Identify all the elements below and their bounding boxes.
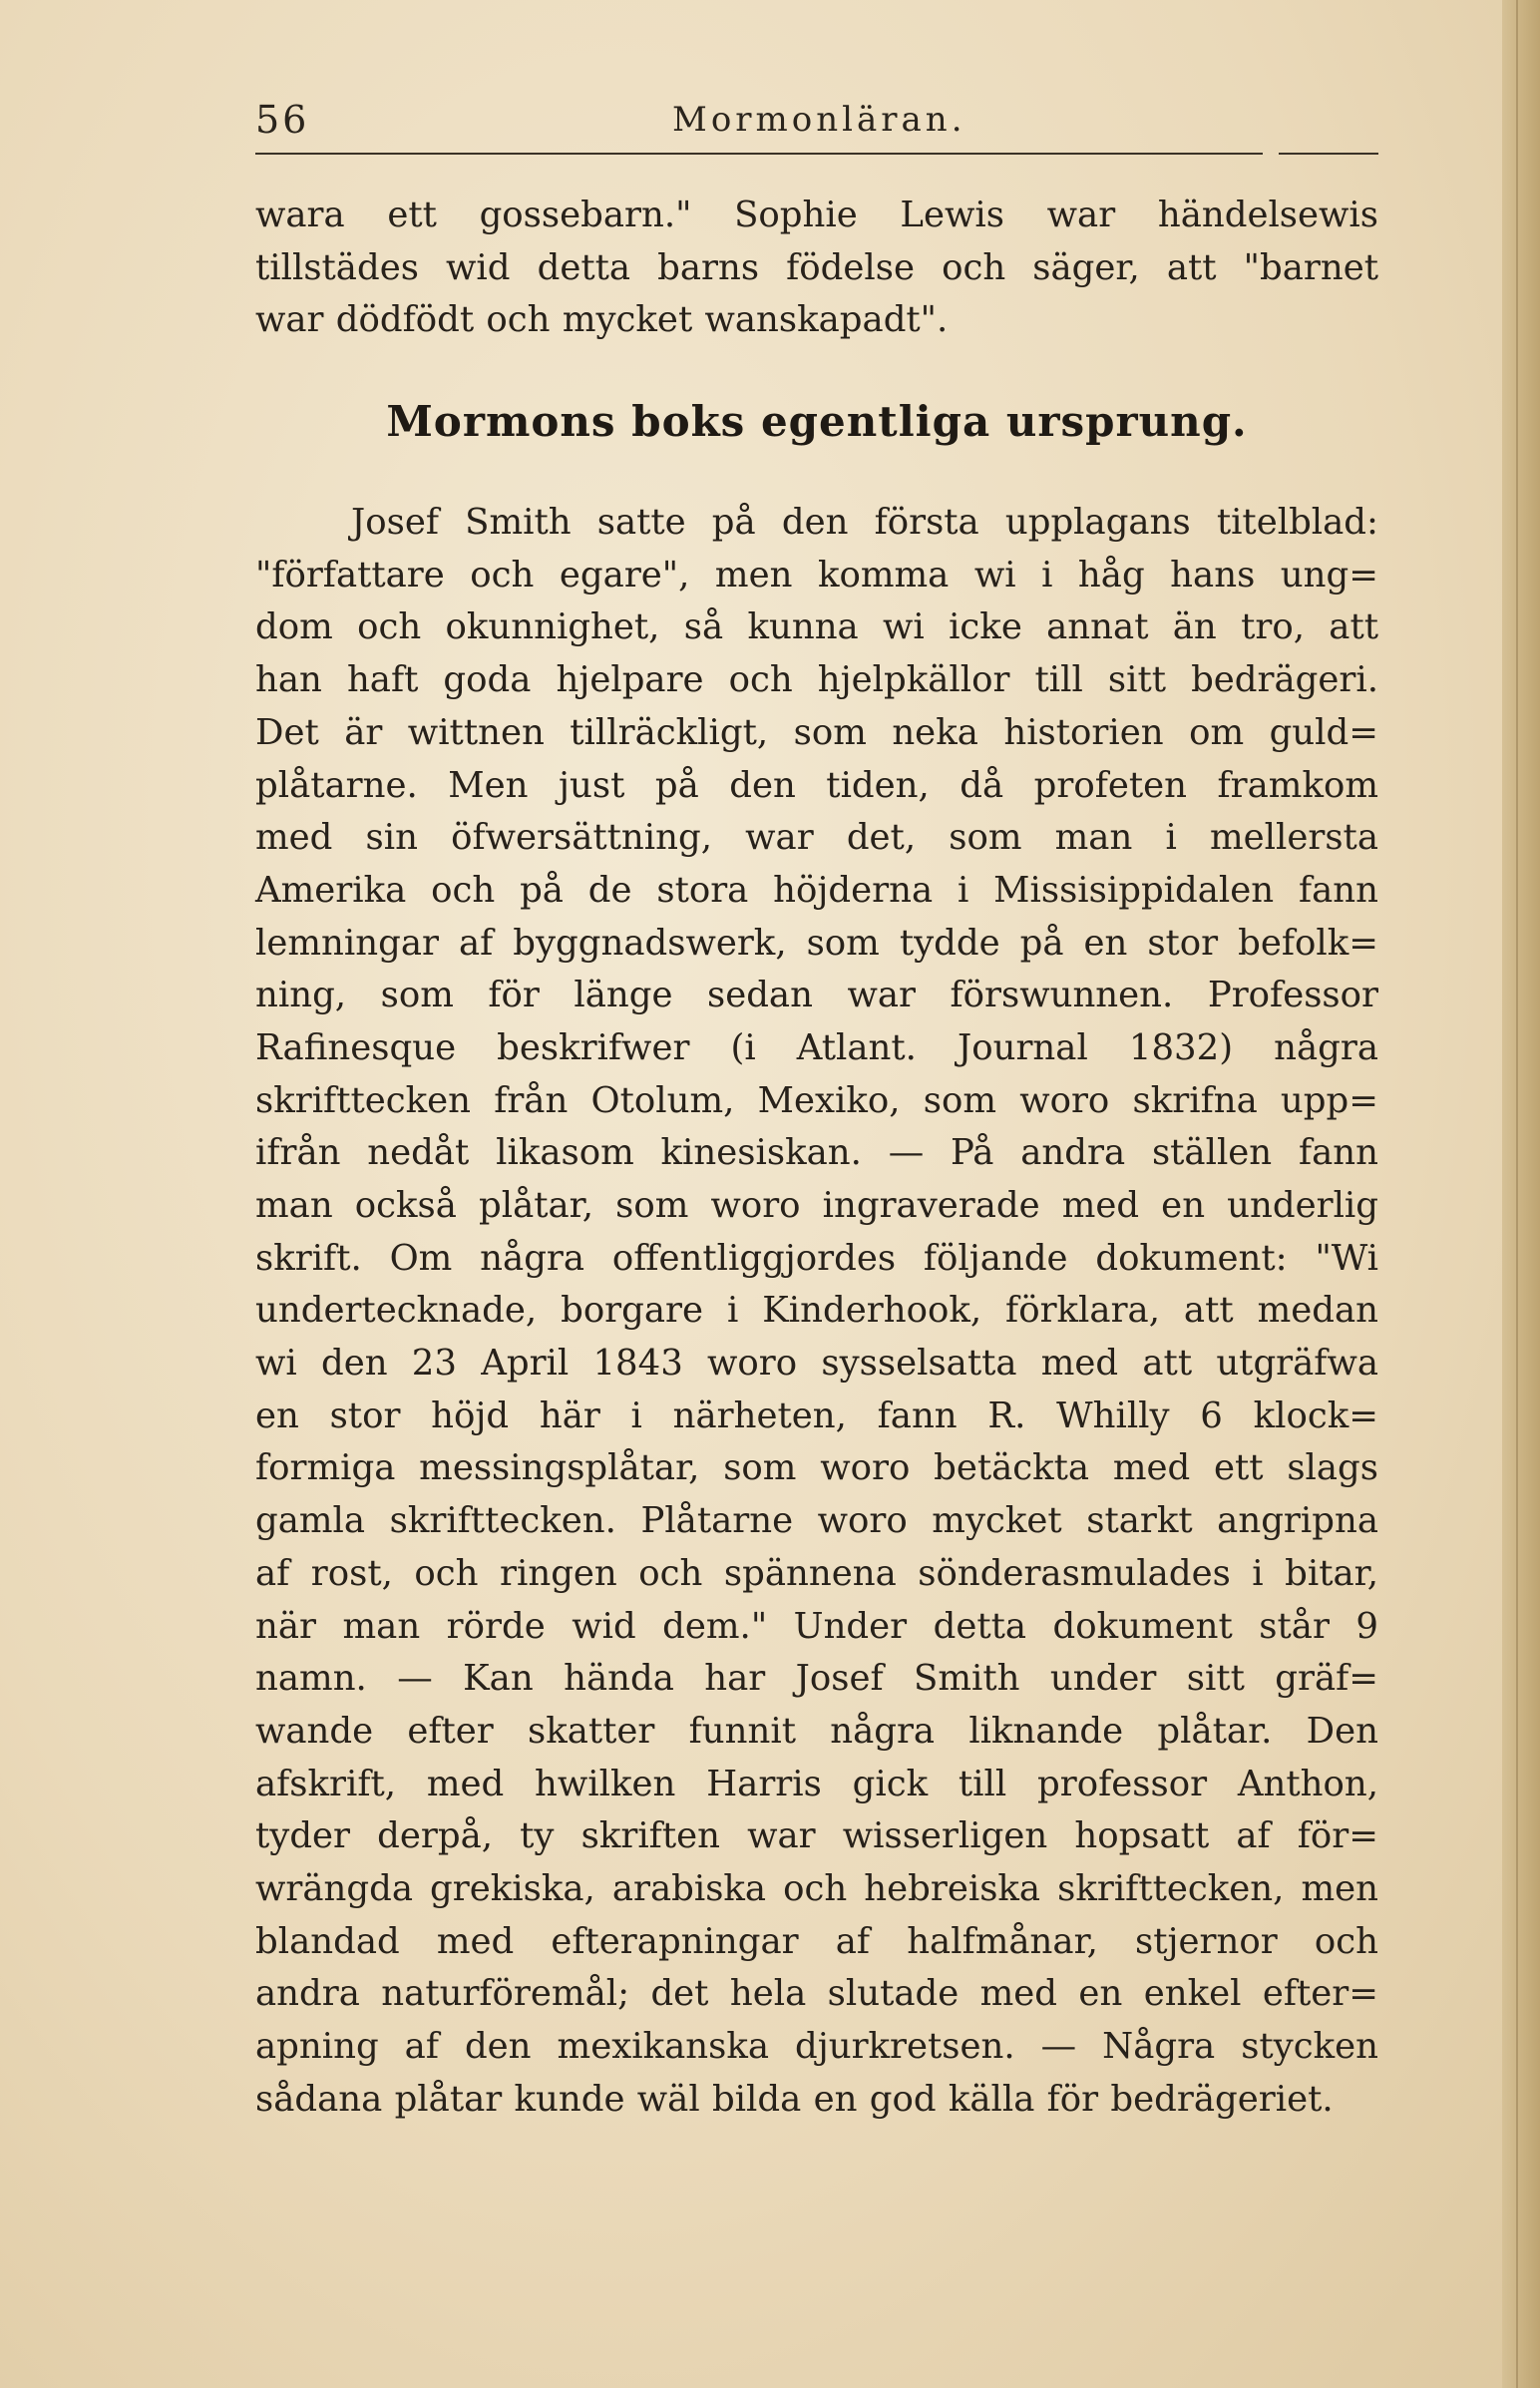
text-line: "författare och egare", men komma wi i håg hans ung= — [255, 554, 1378, 596]
text-line: war dödfödt och mycket wanskapadt". — [255, 299, 949, 341]
text-line: Det är wittnen tillräckligt, som neka historien om guld= — [255, 711, 1378, 753]
section-heading: Mormons boks egentliga ursprung. — [386, 397, 1248, 447]
text-line: wara ett gossebarn." Sophie Lewis war händelsewis — [255, 195, 1378, 235]
text-line: dom och okunnighet, så kunna wi icke annat än tro, att — [255, 606, 1378, 648]
text-line: plåtarne. Men just på den tiden, då profeten framkom — [255, 764, 1378, 806]
text-line: namn. — Kan hända har Josef Smith under sitt gräf= — [255, 1658, 1378, 1700]
text-line: undertecknade, borgare i Kinderhook, förklara, att medan — [255, 1290, 1378, 1332]
running-head: Mormonläran. — [672, 100, 966, 140]
text-line: man också plåtar, som woro ingraverade med en underlig — [255, 1185, 1378, 1226]
text-line: sådana plåtar kunde wäl bilda en god källa för bedrägeriet. — [255, 2078, 1334, 2120]
text-line: gamla skrifttecken. Plåtarne woro mycket starkt angripna — [255, 1500, 1378, 1542]
text-line: formiga messingsplåtar, som woro betäckta med ett slags — [255, 1447, 1378, 1489]
page-number: 56 — [255, 98, 310, 142]
body-text — [255, 190, 1378, 2126]
text-line: Amerika och på de stora höjderna i Missisippidalen fann — [255, 869, 1378, 911]
text-line: wande efter skatter funnit några liknande plåtar. Den — [255, 1710, 1378, 1752]
page-edge — [1502, 0, 1540, 2388]
text-line: Josef Smith satte på den första upplagans titelblad: — [351, 502, 1378, 544]
text-line: lemningar af byggnadswerk, som tydde på en stor befolk= — [255, 922, 1378, 964]
text-line: blandad med efterapningar af halfmånar, stjernor och — [255, 1920, 1378, 1962]
page-edge-line — [1516, 0, 1518, 2388]
header-rule-short — [1279, 153, 1378, 155]
text-line: tillstädes wid detta barns födelse och säger, att "barnet — [255, 246, 1378, 288]
text-line: apning af den mexikanska djurkretsen. — Några stycken — [255, 2026, 1378, 2067]
header-rule — [255, 153, 1263, 155]
text-line: med sin öfwersättning, war det, som man i mellersta — [255, 817, 1378, 859]
text-line: han haft goda hjelpare och hjelpkällor till sitt bedrägeri. — [255, 659, 1378, 701]
text-line: afskrift, med hwilken Harris gick till professor Anthon, — [255, 1763, 1378, 1804]
text-line: när man rörde wid dem." Under detta dokument står 9 — [255, 1605, 1378, 1647]
text-line: wrängda grekiska, arabiska och hebreiska skrifttecken, men — [255, 1867, 1378, 1909]
text-line: ifrån nedåt likasom kinesiskan. — På andra ställen fann — [255, 1132, 1378, 1174]
page-header — [255, 92, 1378, 156]
text-line: en stor höjd här i närheten, fann R. Whilly 6 klock= — [255, 1394, 1378, 1436]
text-line: ning, som för länge sedan war förswunnen. Professor — [255, 975, 1378, 1016]
text-line: skrift. Om några offentliggjordes följande dokument: "Wi — [255, 1237, 1378, 1279]
text-line: skrifttecken från Otolum, Mexiko, som woro skrifna upp= — [255, 1079, 1378, 1121]
text-line: andra naturföremål; det hela slutade med en enkel efter= — [255, 1973, 1378, 2015]
text-line: Rafinesque beskrifwer (i Atlant. Journal 1832) några — [255, 1026, 1378, 1068]
text-line: tyder derpå, ty skriften war wisserligen hopsatt af för= — [255, 1815, 1378, 1857]
text-line: wi den 23 April 1843 woro sysselsatta med att utgräfwa — [255, 1343, 1378, 1385]
text-line: af rost, och ringen och spännena sönderasmulades i bitar, — [255, 1552, 1378, 1594]
